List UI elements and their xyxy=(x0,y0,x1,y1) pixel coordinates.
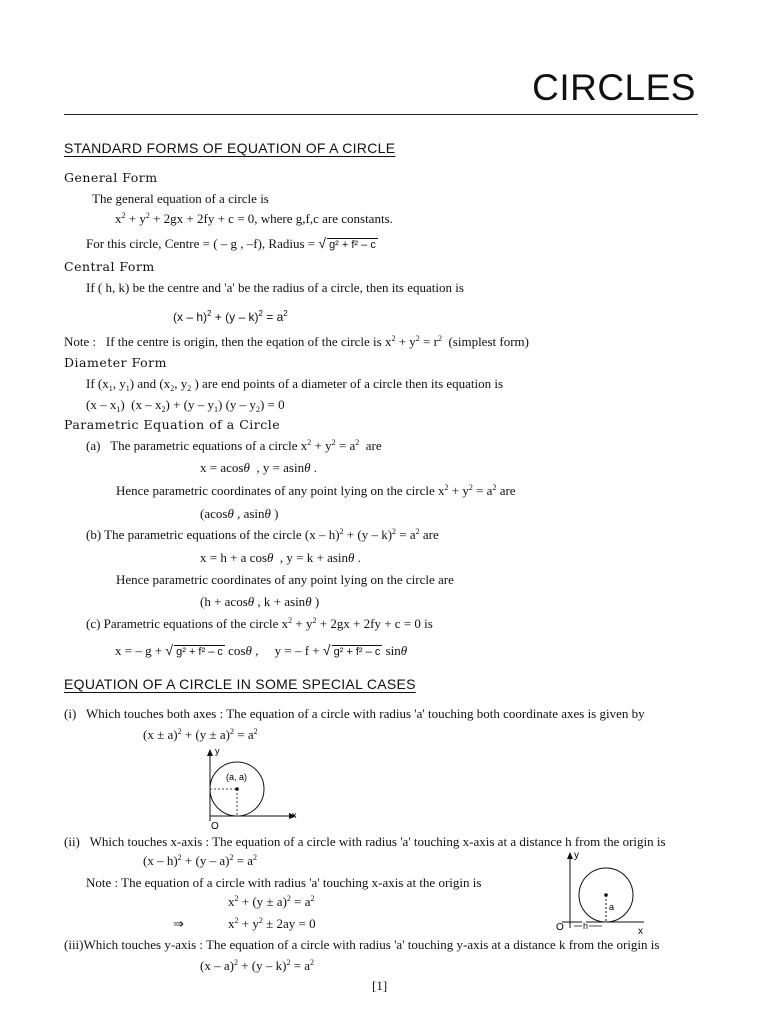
implies-symbol: ⇒ xyxy=(173,916,184,931)
a-label: a xyxy=(609,902,615,912)
y-label: y xyxy=(215,746,220,756)
centre-point xyxy=(235,787,239,791)
parametric-a-coordinates: (acosθ , asinθ ) xyxy=(200,506,279,521)
general-form-equation: $x^2 + y^2 + 2gx + 2fy + c = 0$, where g,f,c are constants. xyxy=(115,211,393,226)
parametric-a-equations: x = acosθ , y = asinθ . xyxy=(200,460,317,475)
parametric-b-equations: x = h + a cosθ , y = k + asinθ . xyxy=(200,550,361,565)
page-title: CIRCLES xyxy=(532,67,696,108)
special-case-ii: (ii) Which touches x-axis : The equation of a circle with radius 'a' touching x-axis at a distance h from the origin is xyxy=(64,834,666,849)
figure-touches-both-axes xyxy=(200,743,310,833)
radius-expression: g² + f² – c xyxy=(329,239,376,251)
y-label: y xyxy=(574,850,579,861)
page-number: [1] xyxy=(372,978,388,993)
special-case-i-equation: $(x \pm a)^2 + (y \pm a)^2 = a^2$ xyxy=(143,727,258,742)
central-form-note: Note : If the centre is origin, then the eqation of the circle is $x^2 + y^2 = r^2$ (simplest form) xyxy=(64,334,529,349)
parametric-a-hence: Hence parametric coordinates of any point lying on the circle $x^2 + y^2 = a^2$ are xyxy=(116,483,516,498)
y-axis-arrow xyxy=(567,852,573,859)
centre-point xyxy=(604,893,608,897)
special-case-ii-note-eq2: $x^2 + y^2 \pm 2ay = 0$ xyxy=(228,916,316,931)
parametric-heading: Parametric Equation of a Circle xyxy=(64,417,281,432)
central-form-intro: If ( h, k) be the centre and 'a' be the radius of a circle, then its equation is xyxy=(86,280,464,295)
diameter-form-heading: Diameter Form xyxy=(64,355,167,370)
section-standard-forms: STANDARD FORMS OF EQUATION OF A CIRCLE xyxy=(64,140,396,156)
x-label: x xyxy=(638,926,643,937)
parametric-c-equations: x = – g + √ g² + f² – c cosθ , y = – f + √ g² + f² – c sinθ xyxy=(115,642,408,658)
title-rule xyxy=(64,114,698,115)
special-case-iii: (iii)Which touches y-axis : The equation of a circle with radius 'a' touching y-axis at a distance k from the origin is xyxy=(64,937,660,952)
general-form-intro: The general equation of a circle is xyxy=(92,191,269,206)
h-label: h xyxy=(583,921,589,931)
diameter-form-equation: $(x - x_1)$ $(x - x_2) + (y - y_1)$ $(y - y_2) = 0$ xyxy=(86,397,285,414)
parametric-b-hence: Hence parametric coordinates of any point lying on the circle are xyxy=(116,572,454,587)
parametric-c: (c) Parametric equations of the circle $x^2 + y^2 + 2gx + 2fy + c = 0$ is xyxy=(86,616,433,631)
general-form-centre-radius: For this circle, Centre = ( – g , –f), Radius = √ g² + f² – c xyxy=(86,235,376,251)
parametric-a: (a) The parametric equations of a circle $x^2 + y^2 = a^2$ are xyxy=(86,438,382,453)
central-form-heading: Central Form xyxy=(64,259,155,274)
general-form-heading: General Form xyxy=(64,170,158,185)
origin-label: O xyxy=(211,821,219,832)
origin-label: O xyxy=(556,922,564,933)
parametric-b: (b) The parametric equations of the circle $(x - h)^2 + (y - k)^2 = a^2$ are xyxy=(86,527,439,542)
section-special-cases: EQUATION OF A CIRCLE IN SOME SPECIAL CASES xyxy=(64,676,416,692)
parametric-b-coordinates: (h + acosθ , k + asinθ ) xyxy=(200,594,320,609)
special-case-ii-note-eq1: $x^2 + (y \pm a)^2 = a^2$ xyxy=(228,894,315,909)
y-axis-arrow xyxy=(207,749,213,756)
special-case-iii-equation: $(x - a)^2 + (y - k)^2 = a^2$ xyxy=(200,958,315,973)
figure-touches-x-axis xyxy=(552,848,652,938)
diameter-form-intro: If ($x_1$, $y_1$) and ($x_2$, $y_2$ ) are end points of a diameter of a circle then its equation is xyxy=(86,376,504,393)
centre-label: (a, a) xyxy=(226,772,248,782)
central-form-equation: $(x - h)^2 + (y - k)^2 = a^2$ xyxy=(173,309,288,324)
x-label: x xyxy=(292,810,297,820)
special-case-ii-equation: $(x - h)^2 + (y - a)^2 = a^2$ xyxy=(143,853,258,868)
special-case-ii-note: Note : The equation of a circle with radius 'a' touching x-axis at the origin is xyxy=(86,875,482,890)
special-case-i: (i) Which touches both axes : The equation of a circle with radius 'a' touching both coordinate axes is given by xyxy=(64,706,645,721)
